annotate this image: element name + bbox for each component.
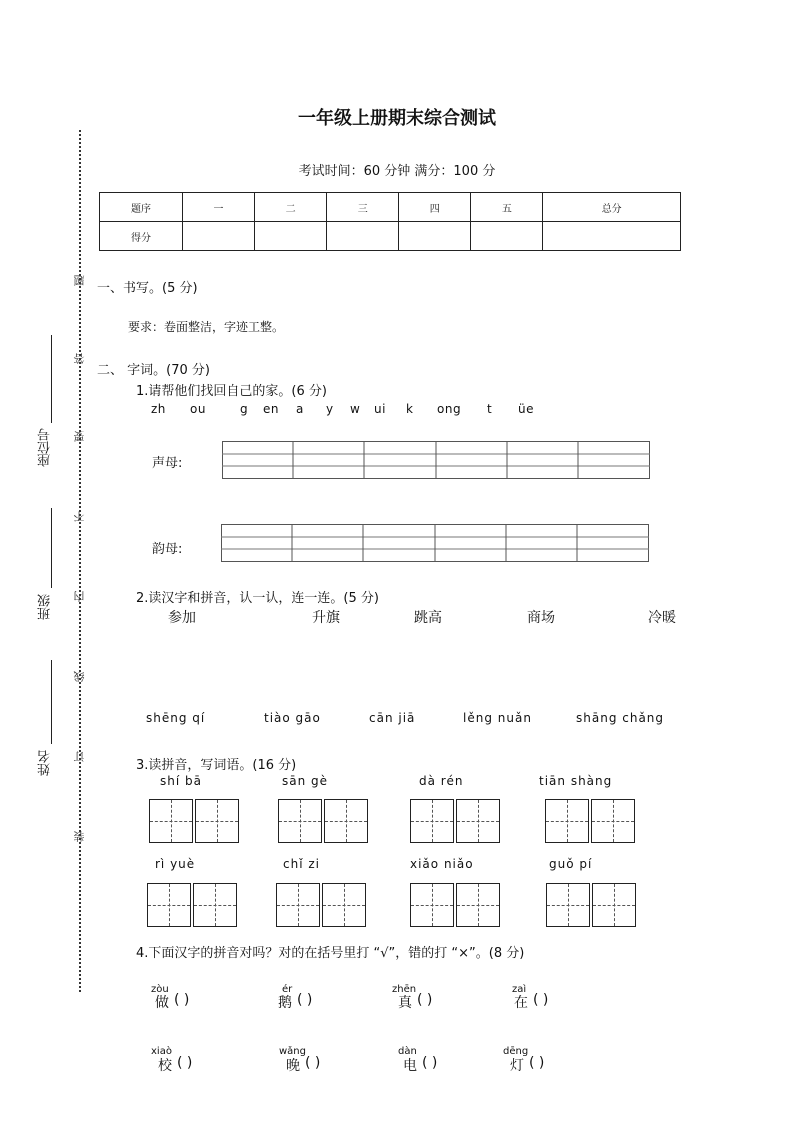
score-cell[interactable]: [543, 222, 681, 251]
answer-bracket[interactable]: ( ): [305, 1055, 321, 1071]
match-pinyin[interactable]: shēng qí: [146, 711, 206, 725]
write-pinyin: shí bā: [160, 774, 202, 788]
finals-writing-grid[interactable]: [221, 524, 651, 564]
check-char: 做: [155, 995, 169, 1011]
score-table-header: 题序: [100, 193, 183, 222]
answer-bracket[interactable]: ( ): [533, 992, 549, 1008]
writing-box[interactable]: [322, 883, 366, 927]
match-pinyin[interactable]: cān jiā: [369, 711, 416, 725]
writing-box[interactable]: [592, 883, 636, 927]
match-pinyin[interactable]: lěng nuǎn: [463, 711, 532, 725]
pinyin-letter: g: [240, 402, 249, 416]
match-pinyin[interactable]: tiào gāo: [264, 711, 321, 725]
writing-box[interactable]: [195, 799, 239, 843]
pinyin-letter: w: [350, 402, 361, 416]
score-table-header: 二: [255, 193, 327, 222]
score-cell[interactable]: [399, 222, 471, 251]
match-word[interactable]: 参加: [168, 610, 196, 626]
seat-number-label: 座位号: [38, 428, 53, 467]
pinyin-letter: üe: [518, 402, 534, 416]
writing-box[interactable]: [149, 799, 193, 843]
name-field[interactable]: [51, 660, 52, 744]
score-table: [99, 192, 681, 251]
write-pinyin: xiǎo niǎo: [410, 857, 474, 871]
match-word[interactable]: 冷暖: [648, 610, 676, 626]
writing-box[interactable]: [546, 883, 590, 927]
pinyin-letter: t: [487, 402, 493, 416]
requirement-text: 要求：卷面整洁，字迹工整。: [128, 320, 285, 334]
check-char: 灯: [510, 1058, 524, 1074]
pinyin-letter: y: [326, 402, 334, 416]
score-cell[interactable]: [255, 222, 327, 251]
initials-label: 声母:: [152, 456, 183, 471]
question-heading: 3.读拼音，写词语。(16 分): [136, 758, 297, 773]
class-label: 班级: [38, 594, 53, 620]
binding-char: 内: [73, 591, 86, 602]
writing-box[interactable]: [278, 799, 322, 843]
check-pinyin: dàn: [398, 1046, 417, 1057]
check-pinyin: zhēn: [392, 984, 417, 995]
answer-bracket[interactable]: ( ): [422, 1055, 438, 1071]
score-table-header: 三: [327, 193, 399, 222]
writing-box[interactable]: [456, 883, 500, 927]
pinyin-letter: ong: [437, 402, 462, 416]
page-title: 一年级上册期末综合测试: [298, 108, 496, 129]
section-heading: 二、 字词。(70 分): [97, 363, 210, 378]
binding-char: 不: [73, 511, 86, 522]
answer-bracket[interactable]: ( ): [177, 1055, 193, 1071]
binding-char: 答: [73, 353, 86, 364]
answer-bracket[interactable]: ( ): [529, 1055, 545, 1071]
check-char: 校: [158, 1058, 172, 1074]
score-cell[interactable]: [471, 222, 543, 251]
writing-box[interactable]: [545, 799, 589, 843]
score-table-header: 一: [183, 193, 255, 222]
write-pinyin: guǒ pí: [549, 857, 593, 871]
pinyin-letter: k: [406, 402, 414, 416]
pinyin-letter: zh: [151, 402, 166, 416]
check-char: 电: [403, 1058, 417, 1074]
binding-char: 装: [73, 831, 86, 842]
answer-bracket[interactable]: ( ): [297, 992, 313, 1008]
pinyin-letter: a: [296, 402, 304, 416]
answer-bracket[interactable]: ( ): [417, 992, 433, 1008]
writing-box[interactable]: [410, 799, 454, 843]
check-char: 鹅: [278, 995, 292, 1011]
binding-char: 要: [73, 431, 86, 442]
score-table-header: 总分: [543, 193, 681, 222]
writing-box[interactable]: [456, 799, 500, 843]
binding-char: 线: [73, 671, 86, 682]
question-heading: 1.请帮他们找回自己的家。(6 分): [136, 384, 327, 399]
match-word[interactable]: 商场: [527, 610, 555, 626]
write-pinyin: tiān shàng: [539, 774, 613, 788]
match-pinyin[interactable]: shāng chǎng: [576, 711, 665, 725]
pinyin-letter: ou: [190, 402, 206, 416]
check-char: 真: [398, 995, 412, 1011]
score-table-header-row: [100, 193, 681, 222]
finals-label: 韵母:: [152, 542, 183, 557]
check-pinyin: zòu: [151, 984, 169, 995]
writing-box[interactable]: [410, 883, 454, 927]
match-word[interactable]: 升旗: [312, 610, 340, 626]
binding-char: 订: [73, 751, 86, 762]
answer-bracket[interactable]: ( ): [174, 992, 190, 1008]
writing-box[interactable]: [324, 799, 368, 843]
pinyin-letter: en: [263, 402, 279, 416]
check-pinyin: xiaò: [151, 1046, 172, 1057]
score-table-header: 五: [471, 193, 543, 222]
pinyin-letter: ui: [374, 402, 386, 416]
check-pinyin: zaì: [512, 984, 527, 995]
name-label: 姓名: [38, 750, 53, 776]
write-pinyin: dà rén: [419, 774, 464, 788]
score-table-score-row: [100, 222, 681, 251]
write-pinyin: rì yuè: [155, 857, 196, 871]
class-field[interactable]: [51, 508, 52, 588]
score-table-header: 四: [399, 193, 471, 222]
score-cell[interactable]: [327, 222, 399, 251]
seat-number-field[interactable]: [51, 335, 52, 423]
section-heading: 一、书写。(5 分): [97, 281, 198, 296]
binding-dotted-line: [79, 130, 81, 992]
match-word[interactable]: 跳高: [414, 610, 442, 626]
question-heading: 4.下面汉字的拼音对吗？对的在括号里打 “√”，错的打 “×”。(8 分): [136, 946, 525, 961]
writing-box[interactable]: [276, 883, 320, 927]
write-pinyin: sān gè: [282, 774, 329, 788]
check-pinyin: wǎng: [279, 1046, 306, 1057]
score-label: 得分: [100, 222, 183, 251]
writing-box[interactable]: [591, 799, 635, 843]
check-pinyin: dēng: [503, 1046, 529, 1057]
writing-box[interactable]: [193, 883, 237, 927]
check-char: 在: [514, 995, 528, 1011]
write-pinyin: chǐ zi: [283, 857, 320, 871]
question-heading: 2.读汉字和拼音，认一认，连一连。(5 分): [136, 591, 379, 606]
binding-char: 题: [73, 275, 86, 286]
initials-writing-grid[interactable]: [222, 441, 652, 481]
check-char: 晚: [286, 1058, 300, 1074]
exam-info: 考试时间：60 分钟 满分：100 分: [298, 164, 496, 179]
score-cell[interactable]: [183, 222, 255, 251]
writing-box[interactable]: [147, 883, 191, 927]
check-pinyin: ér: [282, 984, 293, 995]
